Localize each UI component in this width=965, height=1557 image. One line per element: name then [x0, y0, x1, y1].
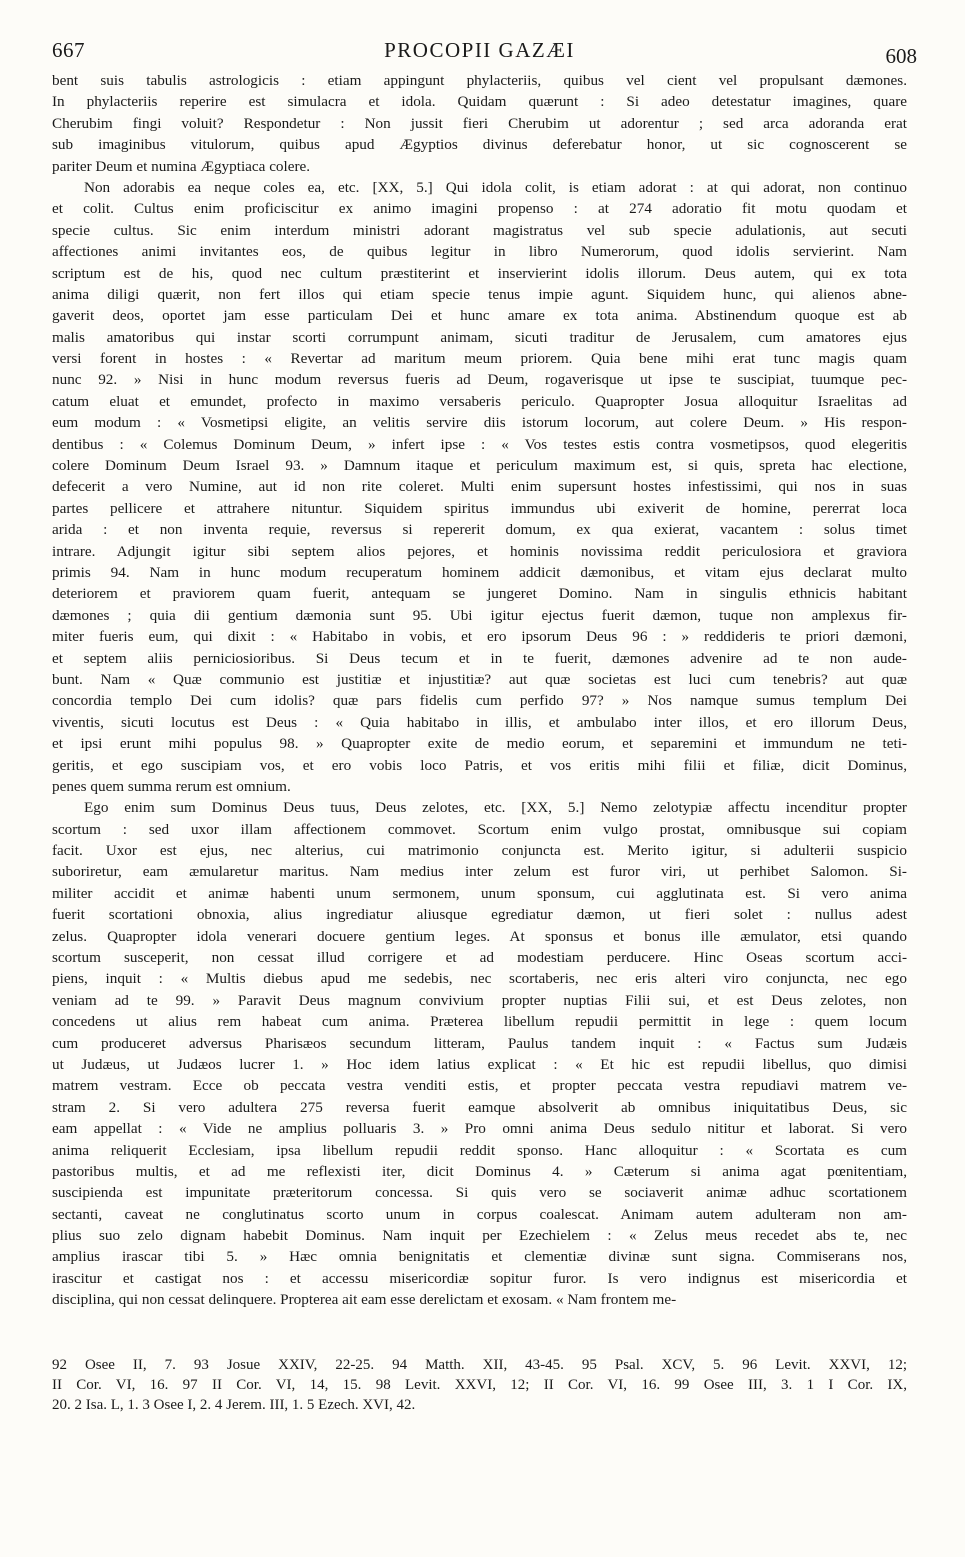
text-line: miter fueris eum, qui dixit : « Habitabo in vobis, et ero ipsorum Deus 96 : » reddideris te priori dæmoni, [52, 628, 907, 646]
text-line: et ipsi erunt mihi populus 98. » Quapropter exite de medio eorum, et separemini et immundum ne teti- [52, 735, 907, 753]
text-line: deteriorem et praviorem quam fuerit, antequam se jungeret Domino. Nam in singulis ethnicis habitant [52, 585, 907, 603]
body-text [52, 70, 907, 1311]
text-line: fuerit scortationi obnoxia, alius ingrediatur aliusque egrediatur dæmon, ut fieri solet : nullus adest [52, 906, 907, 924]
text-line: malis amatoribus qui instar scorti corrumpunt animam, sicuti traditur de Jerusalem, cum amatores ejus [52, 328, 907, 346]
text-line: zelus. Quapropter idola venerari docuere gentium leges. At sponsus et bonus ille æmulator, etsi quando [52, 927, 907, 945]
text-line: pariter Deum et numina Ægyptiaca colere. [52, 157, 311, 175]
text-line: eum modum : « Vosmetipsi eligite, an velitis servire diis istorum locorum, aut colere Deum. » His respon- [52, 414, 907, 432]
text-line: eam appellat : « Vide ne amplius polluaris 3. » Pro omni anima Deus sedulo nititur et laborat. Si vero [52, 1120, 907, 1138]
text-line: partes pellicere et attrahere nituntur. Siquidem spiritus immundus ubi exiverit de homine, pererrat loca [52, 499, 907, 517]
text-line: disciplina, qui non cessat delinquere. Propterea ait eam esse derelictam et exosam. « Nam frontem me- [52, 1291, 677, 1309]
text-line: dentibus : « Colemus Dominum Deum, » infert ipse : « Vos testes estis contra vosmetipsos, quod elegeritis [52, 435, 907, 453]
text-line: gaverit deos, oportet jam esse particulam Dei et hunc amare ex tota anima. Abstinendum quoque est ab [52, 307, 907, 325]
running-title: PROCOPII GAZÆI [384, 38, 575, 62]
text-line: veniam ad te 99. » Paravit Deus magnum convivium propter nuptias Filii sui, et est Deus zelotes, non [52, 991, 907, 1009]
text-line: penes quem summa rerum est omnium. [52, 777, 291, 795]
text-line: matrem vestram. Ecce ob peccata vestra venditi estis, et propter peccata vestra repudiavi matrem ve- [52, 1077, 907, 1095]
text-line: catum eluat et emundet, profecto in maximo versaberis periculo. Quapropter Josua alloquitur Israelitas ad [52, 392, 907, 410]
text-line: dæmones ; quia dii gentium dæmonia sunt 95. Ubi igitur ejectus fuerit dæmon, tuque non amplexus fir- [52, 606, 907, 624]
text-line: bunt. Nam « Quæ communio est justitiæ et injustitiæ? aut quæ societas est luci cum tenebris? aut quæ [52, 670, 907, 688]
text-line: anima reliquerit Ecclesiam, ipsa libellum repudii reddit sponso. Hanc alloquitur : « Scortata es cum [52, 1141, 907, 1159]
text-line: pastoribus multis, et ad me reflexisti iter, dicit Dominus 4. » Cæterum si anima agat pœnitentiam, [52, 1162, 907, 1180]
text-line: scriptum est de his, quod nec cultum præstiterint et inservierint idolis illorum. Deus autem, qui ex tota [52, 264, 907, 282]
text-line: versi forent in hostes : « Revertar ad maritum meum priorem. Quia bene mihi erat tunc magis quam [52, 350, 907, 368]
text-line: amplius irascar tibi 5. » Hæc omnia benignitatis et clementiæ divinæ sunt signa. Commiserans nos, [52, 1248, 907, 1266]
text-line: Ego enim sum Dominus Deus tuus, Deus zelotes, etc. [XX, 5.] Nemo zelotypiæ affectu incenditur propter [84, 799, 907, 817]
text-line: stram 2. Si vero adultera 275 reversa fuerit eamque absolverit ab omnibus iniquitatibus Deus, sic [52, 1098, 907, 1116]
text-line: et colit. Cultus enim proficiscitur ex animo imagini propenso : at 274 adoratio fit motu quodam et [52, 200, 907, 218]
text-line: sub imaginibus vitulorum, quibus apud Ægyptios divinus deferebatur honor, ut sic cognoscerent se [52, 136, 907, 154]
text-line: bent suis tabulis astrologicis : etiam appingunt phylacteriis, quibus vel cient vel propulsant dæmones. [52, 72, 907, 89]
text-line: Non adorabis ea neque coles ea, etc. [XX, 5.] Qui idola colit, is etiam adorat : at qui adorat, non continuo [84, 178, 907, 196]
left-page-number: 667 [52, 38, 85, 62]
text-line: anima diligi quærit, non fert illos qui etiam specie tenus impie agunt. Siquidem hunc, qui alienos abne- [52, 285, 907, 303]
page-header [52, 38, 917, 68]
text-line: geritis, et ego suscipiam vos, et ero vobis loco Patris, et vos eritis mihi filii et filiæ, dicit Dominus, [52, 756, 907, 774]
text-line: cum produceret adversus Pharisæos secundum litteram, Paulus tandem inquit : « Factus sum Judæis [52, 1034, 907, 1052]
text-line: militer accidit et animæ habenti unum sermonem, unum sponsum, cui agglutinata est. Si vero anima [52, 884, 907, 902]
right-page-number: 608 [885, 44, 917, 68]
text-line: intrare. Adjungit igitur sibi septem alios pejores, et hominis novissima reddit periculosiora et graviora [52, 542, 907, 560]
footnote-line: 92 Osee II, 7. 93 Josue XXIV, 22-25. 94 Matth. XII, 43-45. 95 Psal. XCV, 5. 96 Levit. XXVI, 12; [52, 1356, 907, 1373]
text-line: ut Judæus, ut Judæos lucrer 1. » Hoc idem latius explicat : « Et hic est repudii libellus, quo dimisi [52, 1055, 907, 1073]
text-line: et septem aliis perniciosioribus. Si Deus tecum et in te fuerit, dæmones advenire ad te non aude- [52, 649, 907, 667]
footnote-line: II Cor. VI, 16. 97 II Cor. VI, 14, 15. 98 Levit. XXVI, 12; II Cor. VI, 16. 99 Osee III, 3. 1 I Cor. IX, [52, 1376, 907, 1393]
text-line: facit. Uxor est ejus, nec alterius, cui matrimonio conjuncta est. Merito igitur, si adulterii suspicio [52, 842, 907, 860]
text-line: suboriretur, eam æmularetur maritus. Nam medius inter zelum est furor viri, ut perhibet Salomon. Si- [52, 863, 907, 881]
text-line: nunc 92. » Nisi in hunc modum reversus fueris ad Deum, rogaverisque ut ipse te suscipiat, tuumque pec- [52, 371, 907, 389]
text-line: defecerit a vero Numine, aut id non rite coleret. Multi enim supersunt hostes infestissimi, qui nos in suas [52, 478, 907, 496]
text-line: suscipienda est impunitate præteritorum concessa. Si quis vero se sociaverit animæ adhuc scortationem [52, 1184, 907, 1202]
text-line: scortum susceperit, non cessat illud corrigere et ad modestiam perducere. Hinc Oseas scortum acci- [52, 949, 907, 967]
text-line: In phylacteriis reperire est simulacra et idola. Quidam quærunt : Si adeo detestatur imagines, quare [52, 93, 907, 111]
text-line: Cherubim fingi voluit? Respondetur : Non jussit fieri Cherubim ut adorentur ; sed arca adoranda erat [52, 114, 907, 132]
text-line: primis 94. Nam in hunc modum recuperatum hominem addicit dæmonibus, et vitam ejus declarat multo [52, 563, 907, 581]
text-line: concordia templo Dei cum idolis? quæ pars fidelis cum perfido 97? » Nos namque sumus templum Dei [52, 692, 907, 710]
text-line: arida : et non inventa requie, reversus si repererit domum, ex qua exierat, vacantem : solus timet [52, 521, 907, 539]
text-line: specie cultus. Sic enim interdum ministri adorant magistratus vel sub specie adulationis, aut secuti [52, 221, 907, 239]
text-line: plius suo zelo dignam habebit Dominus. Nam inquit per Ezechielem : « Zelus meus recedet abs te, nec [52, 1227, 907, 1245]
text-line: piens, inquit : « Multis diebus apud me sedebis, nec scortaberis, nec eris alteri viro conjuncta, nec ego [52, 970, 907, 988]
text-line: affectiones animi invitantes eos, de quibus legitur in libro Numerorum, quod idolis servierint. Nam [52, 243, 907, 261]
text-line: irascitur et castigat nos : et accessu misericordiæ sopitur furor. Is vero indignus est misericordia et [52, 1269, 907, 1287]
footnotes [52, 1355, 907, 1415]
text-line: sectanti, caveat ne conglutinatus scorto unum in corpus coalescat. Animam autem adulteram non am- [52, 1205, 907, 1223]
text-line: scortum : sed uxor illam affectionem commovet. Scortum enim vulgo prostat, omnibusque sui copiam [52, 820, 907, 838]
text-line: colere Dominum Deum Israel 93. » Damnum itaque et periculum maximum est, si quis, spreta hac electione, [52, 457, 907, 475]
footnote-line: 20. 2 Isa. L, 1. 3 Osee I, 2. 4 Jerem. III, 1. 5 Ezech. XVI, 42. [52, 1396, 416, 1413]
text-line: concedens ut alius rem habeat cum anima. Præterea libellum repudii permittit in lege : quem locum [52, 1013, 907, 1031]
text-line: viventis, sicuti locutus est Deus : « Quia habitabo in illis, et ambulabo inter illos, et ero illorum Deus, [52, 713, 907, 731]
